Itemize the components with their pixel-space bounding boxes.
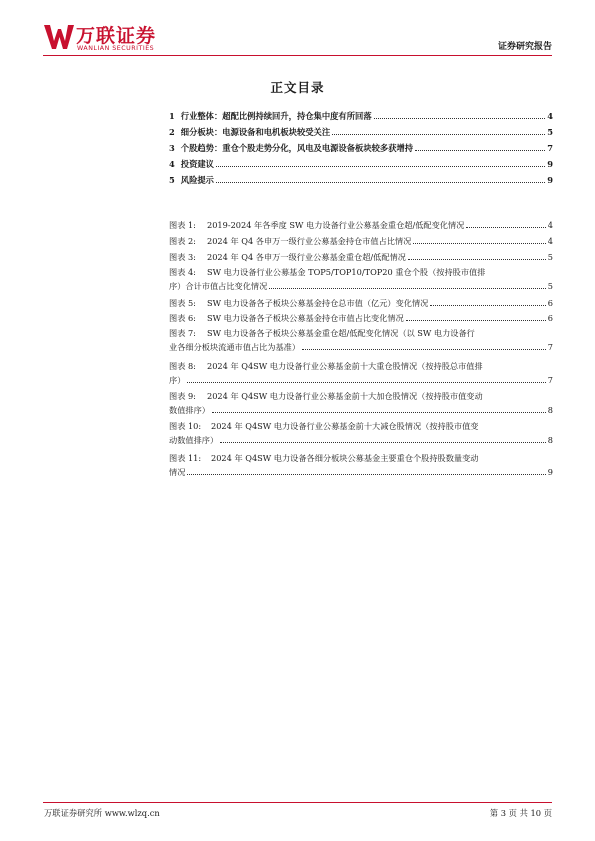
figure-title: 2024 年 Q4SW 电力设备行业公募基金前十大减仓股情况（按持股市值变 [211,421,479,431]
footer-source: 万联证券研究所 www.wlzq.cn [44,808,160,818]
dot-leader [374,118,546,119]
figure-page: 5 [547,252,553,262]
figure-title: SW 电力设备各子板块公募基金持仓市值占比变化情况 [207,313,404,323]
dot-leader [408,259,546,260]
figure-page: 6 [547,313,553,323]
toc-section-number: 5 [169,175,175,185]
figure-title: SW 电力设备各子板块公募基金持仓总市值（亿元）变化情况 [207,298,429,308]
figure-title: 2024 年 Q4 各申万一级行业公募基金持仓市值占比情况 [207,236,412,246]
toc-section-number: 1 [169,111,175,121]
figure-title-cont: 数值排序） [169,404,210,415]
page-number: 第 3 页 共 10 页 [489,808,552,818]
figure-label: 图表 8: [169,361,196,371]
header-divider [43,55,552,56]
figure-title: 2024 年 Q4SW 电力设备行业公募基金前十大加仓股情况（按持股市值变动 [207,391,483,401]
toc-section-number: 2 [169,127,175,137]
figure-title-cont: 情况 [169,466,186,477]
footer-divider [43,802,552,803]
toc-figure-6[interactable] [169,312,553,326]
figure-page: 7 [547,341,553,352]
toc-figure-11[interactable] [169,452,553,479]
toc-section-page: 7 [547,143,553,153]
dot-leader [187,382,545,383]
figure-title: 2024 年 Q4SW 电力设备各细分板块公募基金主要重仓个股持股数量变动 [211,453,479,463]
figure-title-cont: 序） [169,374,186,385]
figure-label: 图表 4: [169,267,196,277]
toc-figure-4[interactable] [169,266,553,293]
dot-leader [415,150,545,151]
figure-title: 2024 年 Q4SW 电力设备行业公募基金前十大重仓股情况（按持股总市值排 [207,361,483,371]
toc-section-2[interactable] [169,127,553,138]
figure-title-cont: 序）合计市值占比变化情况 [169,280,268,291]
toc-section-text: 个股趋势：重仓个股走势分化，风电及电源设备板块较多获增持 [180,143,414,153]
figure-label: 图表 5: [169,298,196,308]
dot-leader [220,442,546,443]
figure-page: 5 [547,280,553,291]
figure-title: SW 电力设备行业公募基金 TOP5/TOP10/TOP20 重仓个股（按持股市值排 [207,267,486,277]
toc-section-text: 风险提示 [180,175,214,185]
dot-leader [216,166,545,167]
dot-leader [332,134,545,135]
figure-label: 图表 1: [169,220,196,230]
toc-figure-7[interactable] [169,327,553,354]
page-title: 正文目录 [270,80,325,95]
figure-page: 9 [547,466,553,477]
figure-title: 2019-2024 年各季度 SW 电力设备行业公募基金重仓超/低配变化情况 [207,220,465,230]
logo-w-mark [44,25,74,49]
toc-section-number: 4 [169,159,175,169]
toc-section-page: 5 [547,127,553,137]
dot-leader [212,412,546,413]
figure-label: 图表 6: [169,313,196,323]
report-type: 证券研究报告 [497,42,552,52]
toc-figure-3[interactable] [169,251,553,265]
toc-section-text: 投资建议 [180,159,214,169]
figure-title: SW 电力设备各子板块公募基金重仓超/低配变化情况（以 SW 电力设备行 [207,328,475,338]
figure-label: 图表 3: [169,252,196,262]
dot-leader [216,182,545,183]
figure-label: 图表 2: [169,236,196,246]
toc-figure-8[interactable] [169,360,553,387]
toc-figure-1[interactable] [169,219,553,233]
toc-section-1[interactable] [169,111,553,122]
dot-leader [269,288,546,289]
brand-name-cn: 万联证券 [76,25,157,47]
toc-section-page: 4 [547,111,553,121]
toc-section-text: 行业整体：超配比例持续回升，持仓集中度有所回落 [180,111,372,121]
figure-page: 4 [547,220,553,230]
figure-title-cont: 动数值排序） [169,434,219,445]
dot-leader [430,305,545,306]
toc-figure-5[interactable] [169,297,553,311]
toc-figure-9[interactable] [169,390,553,417]
figure-page: 8 [547,404,553,415]
toc-section-5[interactable] [169,175,553,186]
toc-section-3[interactable] [169,143,553,154]
dot-leader [466,227,545,228]
toc-section-page: 9 [547,159,553,169]
toc-section-number: 3 [169,143,175,153]
figure-page: 7 [547,374,553,385]
figure-title: 2024 年 Q4 各申万一级行业公募基金重仓超/低配情况 [207,252,406,262]
dot-leader [413,243,545,244]
figure-page: 8 [547,434,553,445]
brand-name-en: WANLIAN SECURITIES [77,45,155,52]
toc-section-page: 9 [547,175,553,185]
toc-figure-2[interactable] [169,235,553,249]
figure-page: 6 [547,298,553,308]
figure-label: 图表 7: [169,328,196,338]
dot-leader [302,349,546,350]
figure-label: 图表 10: [169,421,202,431]
dot-leader [187,474,545,475]
figure-page: 4 [547,236,553,246]
toc-section-text: 细分板块：电源设备和电机板块较受关注 [180,127,331,137]
toc-section-4[interactable] [169,159,553,170]
toc-figure-10[interactable] [169,420,553,447]
figure-label: 图表 11: [169,453,202,463]
figure-title-cont: 业各细分板块流通市值占比为基准） [169,341,301,352]
dot-leader [406,320,546,321]
figure-label: 图表 9: [169,391,196,401]
